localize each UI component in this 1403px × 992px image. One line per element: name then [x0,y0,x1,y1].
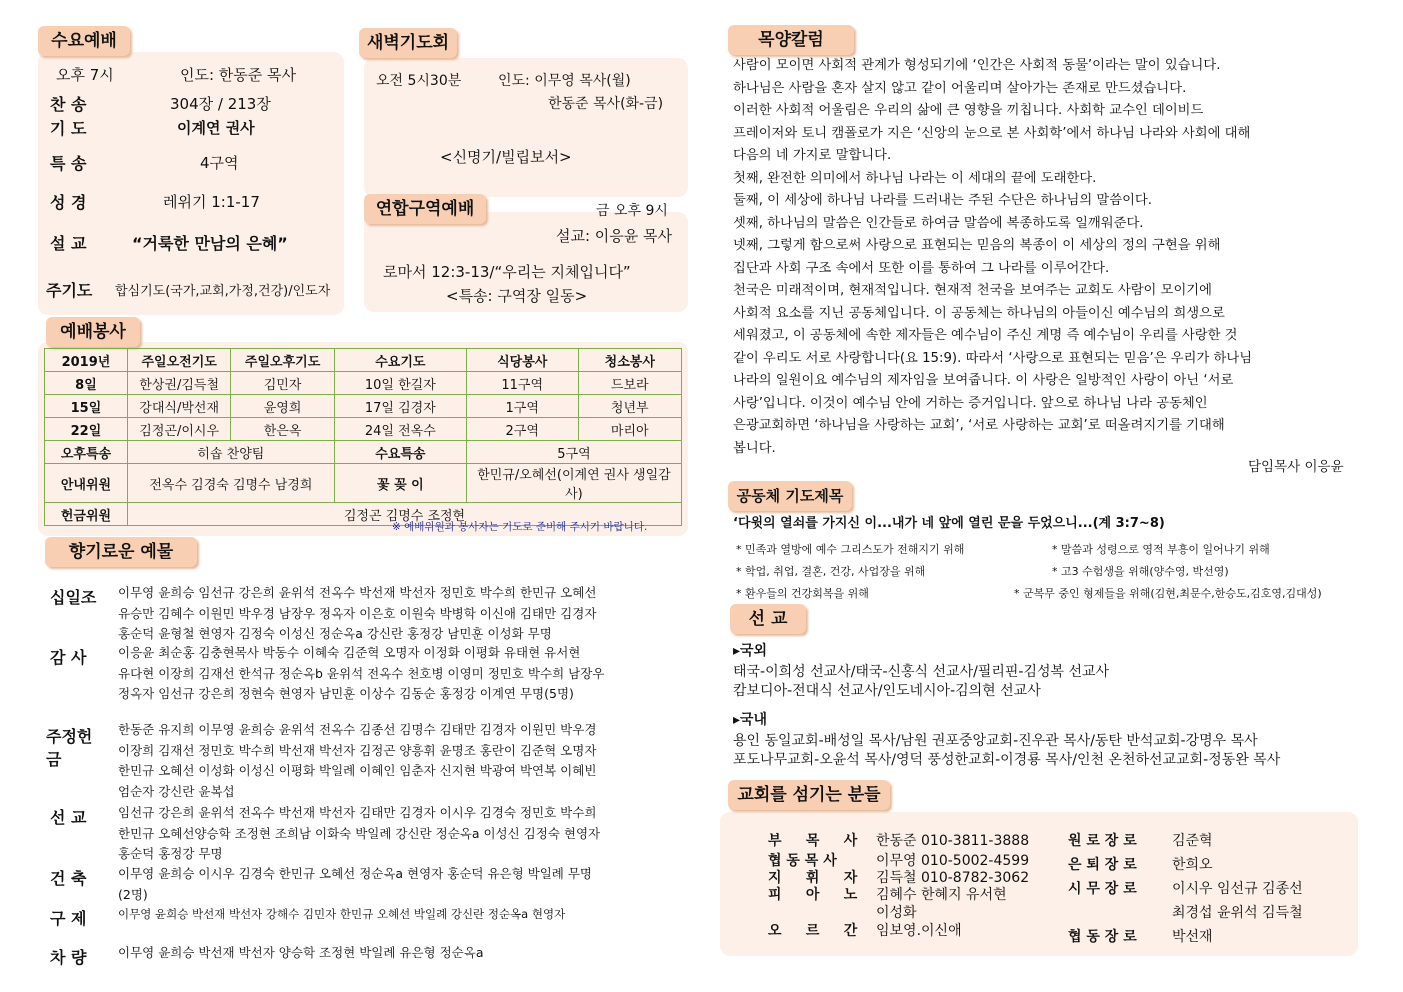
service-tag: 예배봉사 [46,317,140,347]
staff-tag: 교회를 섬기는 분들 [728,780,890,810]
service-note: ※ 예배위원과 봉사자는 기도로 준비해 주시기 바랍니다. [392,521,648,533]
staff-value: 임보영.이신애 [876,923,962,939]
service-header: 주일오전기도 [127,349,230,372]
column-line: 세워졌고, 이 공동체에 속한 제자들은 예수님이 주신 계명 즉 예수님이 우리를 사랑한 것 [733,328,1238,343]
prayer-item-2: * 말씀과 성령으로 영적 부흥이 일어나기 위해 [1052,543,1270,556]
column-line: 셋째, 하나님의 말씀은 인간들로 하여금 말씀에 복종하도록 일깨워준다. [733,215,1144,231]
staff-role: 피 아 노 [768,887,858,903]
staff-value: 이시우 임선규 김종선 [1172,881,1303,897]
table-cell: 김정곤 김명수 조정현 [127,503,681,526]
table-cell: 안내위원 [45,464,128,503]
list-item: 홍순덕 홍정강 무명 [118,846,223,861]
offering-list-vehicle [118,943,688,964]
joint-time: 금 오후 9시 [596,203,668,219]
column-body [733,55,1373,460]
offering-label-weekly: 주정헌금 [46,727,93,769]
table-cell: 김정곤/이시우 [127,418,230,441]
column-line: 봅니다. [733,440,776,456]
offering-label-building: 건 축 [50,869,87,888]
joint-preacher: 설교: 이응윤 목사 [556,227,673,245]
offering-label-mission: 선 교 [50,808,87,827]
offering-list-thanks [118,643,688,705]
table-cell: 드보라 [578,372,681,395]
dawn-leader-2: 한동준 목사(화-금) [548,96,664,112]
table-cell: 헌금위원 [45,503,128,526]
staff-value: 한동준 010-3811-3888 [876,833,1030,849]
service-header: 청소봉사 [578,349,681,372]
table-cell: 10일 한길자 [334,372,466,395]
list-item: 한동준 유지희 이무영 윤희승 윤위석 전옥수 김종선 김명수 김태만 김경자 이원민 박우경 [118,722,597,737]
column-line: 넷째, 그렇게 함으로써 사랑으로 표현되는 믿음의 복종이 이 세상의 정의 구현을 위해 [733,238,1221,253]
staff-role: 부 목 사 [768,833,858,849]
wed-lordsprayer-value: 합심기도(국가,교회,가정,건강)/인도자 [115,284,331,299]
table-cell: 윤영희 [231,395,334,418]
list-item: 한민규 오혜선양승학 조정현 조희남 이화숙 박일례 강신란 정순옥a 이성신 김정숙 현영자 [118,825,601,841]
wed-sermon-label: 설 교 [50,234,87,253]
staff-value: 박선재 [1172,929,1213,945]
prayer-item-6: * 군복무 중인 형제들을 위해(김현,최문수,한승도,김호영,김대성) [1014,587,1322,600]
table-row [45,418,682,441]
column-line: 사회적 요소를 지닌 공동체입니다. 이 공동체는 하나님의 아들이신 예수님의 희생으로 [733,305,1225,321]
table-cell: 5구역 [466,441,681,464]
list-item: (2명) [118,886,148,902]
list-item: 이장희 김재선 정민호 박수희 박선재 박선자 김정곤 양흥휘 윤명조 홍란이 김준혁 오명자 [118,742,597,758]
list-item: 이무영 윤희승 이시우 김경숙 한민규 오혜선 정순옥a 현영자 홍순덕 유은형 박일례 무명 [118,866,592,881]
staff-value: 한희오 [1172,857,1213,873]
staff-value: 이무영 010-5002-4599 [876,853,1030,869]
dawn-time: 오전 5시30분 [376,73,462,89]
wed-prayer-label: 기 도 [50,119,87,138]
table-cell: 한은옥 [231,418,334,441]
table-row [45,372,682,395]
column-line: 은광교회하면 ‘하나님을 사랑하는 교회’, ‘서로 사랑하는 교회’로 떠올려지기를 기대해 [733,418,1225,433]
column-line: 하나님은 사람을 혼자 살지 않고 같이 어울리며 살아가는 존재로 만드셨습니다. [733,80,1187,96]
table-cell: 오후특송 [45,441,128,464]
list-item: 유다현 이장희 김재선 한석규 정순옥b 윤위석 전옥수 천호병 이영미 정민호 박수희 남장우 [118,665,605,681]
mission-abroad-title: ▸국외 [733,643,768,659]
column-signature: 담임목사 이응윤 [1248,459,1344,475]
offering-list-weekly [118,720,688,802]
mission-abroad-2: 캄보디아-전대식 선교사/인도네시아-김의현 선교사 [733,683,1041,699]
column-line: 다음의 네 가지로 말합니다. [733,148,892,163]
table-cell: 마리아 [578,418,681,441]
service-header: 2019년 [45,349,128,372]
wed-hymn-value: 304장 / 213장 [170,95,271,113]
prayer-item-4: * 고3 수험생을 위해(양수영, 박선영) [1052,565,1229,578]
prayer-item-3: * 학업, 취업, 결혼, 건강, 사업장을 위해 [736,565,926,578]
table-cell: 17일 김경자 [334,395,466,418]
table-row [45,441,682,464]
offering-list-tithe [118,583,688,645]
offerings-tag: 향기로운 예물 [45,537,197,567]
mission-abroad-1: 태국-이희성 선교사/태국-신홍식 선교사/필리핀-김성복 선교사 [733,664,1110,680]
offering-label-relief: 구 제 [50,909,87,928]
table-cell: 11구역 [466,372,578,395]
joint-service-tag: 연합구역예배 [364,194,486,224]
column-line: 같이 우리도 서로 사랑합니다(요 15:9). 따라서 ‘사랑으로 표현되는 믿음’은 우리가 하나님 [733,350,1253,366]
list-item: 임선규 강은희 윤위석 전옥수 박선재 박선자 김태만 김경자 이시우 김경숙 정민호 박수희 [118,805,597,820]
table-row [45,464,682,503]
list-item: 한민규 오혜선 이성화 이성신 이평화 박일례 이혜인 임춘자 신지현 박광여 박연복 이혜빈 [118,763,597,778]
list-item: 이응윤 최순홍 김충현목사 박동수 이혜숙 김준혁 오명자 이정화 이평화 유태현 유서현 [118,645,581,660]
staff-role: 협 동 장 로 [1068,929,1137,945]
table-cell: 한민규/오혜선(이계연 권사 생일감사) [466,464,681,503]
dawn-prayer-tag: 새벽기도회 [359,28,457,58]
staff-value: 김준혁 [1172,833,1213,849]
list-item: 엄순자 강신란 윤복섭 [118,783,235,799]
column-line: 둘째, 이 세상에 하나님 나라를 드러내는 주된 수단은 하나님의 말씀이다. [733,193,1152,208]
wed-prayer-value: 이계연 권사 [177,119,255,137]
column-line: 천국은 미래적이며, 현재적입니다. 현재적 천국을 보여주는 교회도 사람이 모이기에 [733,283,1212,298]
staff-role: 원 로 장 로 [1068,833,1137,849]
mission-tag: 선 교 [730,604,806,634]
column-line: 집단과 사회 구조 속에서 또한 이를 통하여 그 나라를 이루어간다. [733,260,1110,276]
list-item: 이무영 윤희승 임선규 강은희 윤위석 전옥수 박선재 박선자 정민호 박수희 한민규 오혜선 [118,585,597,600]
list-item: 홍순덕 윤형철 현영자 김정숙 이성신 정순옥a 강신란 홍정강 남민훈 이성화 무명 [118,626,552,641]
dawn-leader-1: 인도: 이무영 목사(월) [498,73,631,89]
column-line: 사람이 모이면 사회적 관계가 형성되기에 ‘인간은 사회적 동물’이라는 말이 있습니다. [733,58,1221,73]
table-cell: 1구역 [466,395,578,418]
list-item: 이무영 윤희승 박선재 박선자 강해수 김민자 한민규 오혜선 박일례 강신란 정순옥a 현영자 [118,907,566,921]
table-cell: 청년부 [578,395,681,418]
wed-scripture-label: 성 경 [50,193,87,212]
mission-domestic-1: 용인 동일교회-배성일 목사/남원 권포중앙교회-진우관 목사/동탄 반석교회-강명우 목사 [733,733,1258,749]
table-cell: 수요특송 [334,441,466,464]
offering-label-tithe: 십일조 [50,588,97,607]
table-cell: 24일 전옥수 [334,418,466,441]
joint-special: <특송: 구역장 일동> [446,287,588,305]
prayer-verse: ‘다윗의 열쇠를 가지신 이...내가 네 앞에 열린 문을 두었으니...(계 3:7~8) [733,516,1165,531]
column-line: 첫째, 완전한 의미에서 하나님 나라는 이 세대의 끝에 도래한다. [733,170,1097,186]
service-header: 식당봉사 [466,349,578,372]
mission-domestic-2: 포도나무교회-오윤석 목사/영덕 풍성한교회-이경룡 목사/인천 온천하선교교회-정동완 목사 [733,752,1281,768]
prayer-item-1: * 민족과 열방에 예수 그리스도가 전해지기 위해 [736,543,965,556]
table-cell: 김민자 [231,372,334,395]
column-line: 이러한 사회적 어울림은 우리의 삶에 큰 영향을 끼칩니다. 사회학 교수인 데이비드 [733,103,1204,118]
mission-domestic-title: ▸국내 [733,712,768,728]
service-table [44,348,682,526]
table-cell: 강대식/박선재 [127,395,230,418]
table-cell: 히솝 찬양팀 [127,441,334,464]
dawn-book: <신명기/빌립보서> [440,148,572,166]
service-header-row [45,349,682,372]
offering-list-mission [118,803,688,865]
wed-hymn-label: 찬 송 [50,95,87,114]
service-header: 주일오후기도 [231,349,334,372]
wed-sermon-value: “거룩한 만남의 은혜” [132,234,288,253]
wed-special-label: 특 송 [50,154,87,173]
wed-time: 오후 7시 [56,66,114,84]
wed-special-value: 4구역 [200,154,239,172]
table-cell: 2구역 [466,418,578,441]
prayer-item-5: * 환우들의 건강회복을 위해 [736,587,869,600]
list-item: 정옥자 임선규 강은희 정현숙 현영자 남민훈 이상수 김동순 홍정강 이계연 무명(5명) [118,686,574,701]
table-cell: 15일 [45,395,128,418]
staff-role: 지 휘 자 [768,870,858,886]
wed-lordsprayer-label: 주기도 [46,281,93,300]
staff-role: 협 동 목 사 [768,853,837,869]
staff-value: 김혜수 한혜지 유서현 [876,887,1007,903]
table-cell: 한상권/김득철 [127,372,230,395]
offering-label-thanks: 감 사 [50,648,87,667]
offering-label-vehicle: 차 량 [50,948,87,967]
table-cell: 전옥수 김경숙 김명수 남경희 [127,464,334,503]
staff-value: 이성화 [876,905,917,921]
offering-list-relief [118,904,688,925]
column-line: 프레이저와 토니 캠폴로가 지은 ‘신앙의 눈으로 본 사회학’에서 하나님 나라와 사회에 대해 [733,125,1251,141]
table-cell: 22일 [45,418,128,441]
table-cell: 8일 [45,372,128,395]
offering-list-building [118,864,688,905]
column-line: 사랑’입니다. 이것이 예수님 안에 거하는 증거입니다. 앞으로 하나님 나라 공동체인 [733,395,1208,411]
table-row [45,395,682,418]
joint-text: 로마서 12:3-13/“우리는 지체입니다” [383,263,631,281]
wed-scripture-value: 레위기 1:1-17 [163,193,260,211]
staff-role: 은 퇴 장 로 [1068,857,1137,873]
list-item: 이무영 윤희승 박선재 박선자 양승학 조정현 박일례 유은형 정순옥a [118,945,484,960]
staff-role: 오 르 간 [768,923,858,939]
table-cell: 꽃 꽂 이 [334,464,466,503]
staff-value: 김득철 010-8782-3062 [876,870,1030,886]
list-item: 유승만 김혜수 이원민 박우경 남장우 정옥자 이은호 이원숙 박병학 이신애 김태만 김경자 [118,605,597,621]
column-line: 나라의 일원이요 예수님의 제자임을 보여줍니다. 이 사랑은 일방적인 사랑이 아닌 ‘서로 [733,373,1234,388]
staff-value: 최경섭 윤위석 김득철 [1172,905,1303,921]
column-tag: 목양칼럼 [728,25,854,55]
staff-role: 시 무 장 로 [1068,881,1137,897]
wed-leader: 인도: 한동준 목사 [180,66,297,84]
prayer-tag: 공동체 기도제목 [728,481,852,511]
wed-service-tag: 수요예배 [38,26,130,56]
service-header: 수요기도 [334,349,466,372]
